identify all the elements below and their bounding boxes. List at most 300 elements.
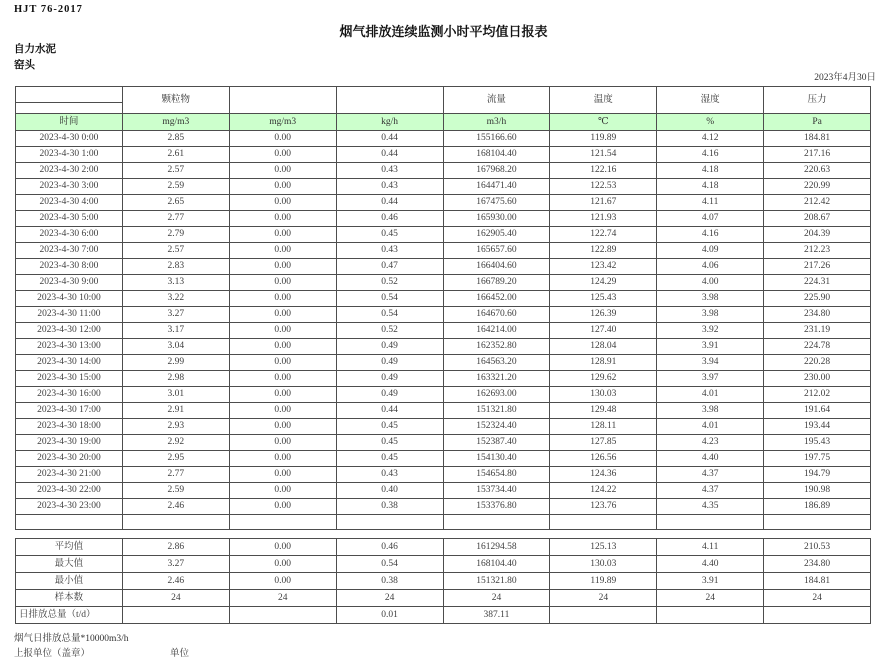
time-cell: 2023-4-30 9:00 [16, 275, 123, 291]
value-cell: 0.00 [229, 307, 336, 323]
time-cell: 2023-4-30 23:00 [16, 499, 123, 515]
company-name: 自力水泥 [14, 44, 56, 55]
value-cell: 166404.60 [443, 259, 550, 275]
value-cell: 0.45 [336, 451, 443, 467]
value-cell: 130.03 [550, 556, 657, 573]
value-cell: 212.23 [764, 243, 871, 259]
time-cell: 2023-4-30 0:00 [16, 131, 123, 147]
value-cell: 4.23 [657, 435, 764, 451]
hourly-data-row [16, 339, 871, 355]
value-cell: 4.11 [657, 195, 764, 211]
value-cell: 0.43 [336, 163, 443, 179]
value-cell: 4.18 [657, 163, 764, 179]
value-cell: 4.18 [657, 179, 764, 195]
value-cell: 162352.80 [443, 339, 550, 355]
value-cell: 224.31 [764, 275, 871, 291]
hourly-data-row [16, 451, 871, 467]
summary-label-cell: 平均值 [16, 539, 123, 556]
unit-percent: % [657, 114, 764, 131]
value-cell: 0.00 [229, 419, 336, 435]
time-cell: 2023-4-30 17:00 [16, 403, 123, 419]
value-cell: 24 [550, 590, 657, 607]
hourly-data-row [16, 227, 871, 243]
value-cell [764, 607, 871, 624]
value-cell: 0.00 [229, 259, 336, 275]
value-cell: 3.98 [657, 403, 764, 419]
value-cell: 3.13 [122, 275, 229, 291]
hourly-data-row [16, 403, 871, 419]
value-cell: 4.16 [657, 227, 764, 243]
value-cell: 167475.60 [443, 195, 550, 211]
value-cell: 2.59 [122, 179, 229, 195]
value-cell: 129.48 [550, 403, 657, 419]
value-cell: 0.54 [336, 291, 443, 307]
value-cell: 230.00 [764, 371, 871, 387]
value-cell: 2.46 [122, 573, 229, 590]
hourly-data-row [16, 323, 871, 339]
value-cell: 164670.60 [443, 307, 550, 323]
value-cell: 125.13 [550, 539, 657, 556]
value-cell: 0.45 [336, 227, 443, 243]
value-cell: 167968.20 [443, 163, 550, 179]
value-cell: 2.86 [122, 539, 229, 556]
header-flow: 流量 [443, 87, 550, 114]
value-cell: 2.95 [122, 451, 229, 467]
value-cell: 0.46 [336, 539, 443, 556]
value-cell: 0.47 [336, 259, 443, 275]
value-cell [229, 530, 336, 539]
value-cell: 0.38 [336, 573, 443, 590]
time-cell: 2023-4-30 15:00 [16, 371, 123, 387]
time-cell: 2023-4-30 12:00 [16, 323, 123, 339]
hourly-data-row [16, 419, 871, 435]
value-cell: 125.43 [550, 291, 657, 307]
header-particulate: 颗粒物 [122, 87, 229, 114]
value-cell: 231.19 [764, 323, 871, 339]
value-cell: 3.04 [122, 339, 229, 355]
value-cell: 3.92 [657, 323, 764, 339]
value-cell: 2.93 [122, 419, 229, 435]
value-cell: 124.22 [550, 483, 657, 499]
value-cell [336, 530, 443, 539]
group-header-row [16, 87, 871, 114]
value-cell: 163321.20 [443, 371, 550, 387]
value-cell: 2.79 [122, 227, 229, 243]
value-cell: 127.40 [550, 323, 657, 339]
summary-label-cell: 日排放总量（t/d） [16, 607, 123, 624]
unit-pa: Pa [764, 114, 871, 131]
value-cell: 166452.00 [443, 291, 550, 307]
value-cell: 0.00 [229, 163, 336, 179]
value-cell: 197.75 [764, 451, 871, 467]
value-cell: 124.36 [550, 467, 657, 483]
value-cell: 0.54 [336, 556, 443, 573]
value-cell: 164214.00 [443, 323, 550, 339]
unit-celsius: ℃ [550, 114, 657, 131]
value-cell: 2.61 [122, 147, 229, 163]
value-cell: 2.57 [122, 243, 229, 259]
empty-cell [16, 515, 123, 530]
value-cell: 122.89 [550, 243, 657, 259]
report-table [15, 86, 871, 624]
value-cell: 0.44 [336, 147, 443, 163]
header-blank-1 [229, 87, 336, 114]
time-cell: 2023-4-30 6:00 [16, 227, 123, 243]
value-cell: 3.01 [122, 387, 229, 403]
value-cell: 164471.40 [443, 179, 550, 195]
value-cell: 0.00 [229, 467, 336, 483]
time-column-header: 时间 [16, 114, 123, 131]
hourly-data-row [16, 435, 871, 451]
value-cell: 0.52 [336, 275, 443, 291]
summary-row [16, 590, 871, 607]
time-cell: 2023-4-30 2:00 [16, 163, 123, 179]
value-cell: 24 [764, 590, 871, 607]
value-cell: 0.00 [229, 483, 336, 499]
value-cell: 0.00 [229, 573, 336, 590]
hourly-data-row [16, 195, 871, 211]
time-cell: 2023-4-30 1:00 [16, 147, 123, 163]
value-cell: 0.43 [336, 179, 443, 195]
value-cell [550, 515, 657, 530]
value-cell [122, 515, 229, 530]
value-cell: 3.94 [657, 355, 764, 371]
value-cell: 0.00 [229, 539, 336, 556]
monitoring-point: 窑头 [14, 60, 35, 71]
hourly-data-row [16, 499, 871, 515]
value-cell [443, 515, 550, 530]
value-cell: 165930.00 [443, 211, 550, 227]
unit-label: 单位 [170, 649, 190, 659]
value-cell: 0.45 [336, 419, 443, 435]
spacer-cell [16, 530, 123, 539]
value-cell: 121.93 [550, 211, 657, 227]
time-cell: 2023-4-30 13:00 [16, 339, 123, 355]
value-cell: 0.00 [229, 435, 336, 451]
value-cell: 225.90 [764, 291, 871, 307]
value-cell: 0.00 [229, 179, 336, 195]
value-cell: 0.00 [229, 195, 336, 211]
value-cell: 4.11 [657, 539, 764, 556]
value-cell: 0.00 [229, 499, 336, 515]
value-cell [550, 530, 657, 539]
value-cell: 3.27 [122, 556, 229, 573]
value-cell: 234.80 [764, 556, 871, 573]
value-cell: 162905.40 [443, 227, 550, 243]
value-cell: 0.00 [229, 131, 336, 147]
value-cell [657, 530, 764, 539]
value-cell: 154130.40 [443, 451, 550, 467]
value-cell: 0.44 [336, 131, 443, 147]
time-cell: 2023-4-30 14:00 [16, 355, 123, 371]
value-cell: 164563.20 [443, 355, 550, 371]
value-cell: 3.22 [122, 291, 229, 307]
value-cell: 4.00 [657, 275, 764, 291]
value-cell: 0.43 [336, 243, 443, 259]
value-cell: 0.00 [229, 227, 336, 243]
value-cell: 0.00 [229, 403, 336, 419]
unit-header-row [16, 114, 871, 131]
value-cell: 186.89 [764, 499, 871, 515]
summary-row [16, 607, 871, 624]
value-cell: 119.89 [550, 573, 657, 590]
unit-m3-h: m3/h [443, 114, 550, 131]
value-cell: 0.44 [336, 403, 443, 419]
value-cell: 2.83 [122, 259, 229, 275]
value-cell: 24 [443, 590, 550, 607]
value-cell: 155166.60 [443, 131, 550, 147]
value-cell: 2.85 [122, 131, 229, 147]
value-cell: 168104.40 [443, 556, 550, 573]
value-cell: 184.81 [764, 131, 871, 147]
unit-mg-m3-1: mg/m3 [122, 114, 229, 131]
value-cell: 3.27 [122, 307, 229, 323]
value-cell: 2.77 [122, 467, 229, 483]
value-cell: 212.02 [764, 387, 871, 403]
value-cell: 210.53 [764, 539, 871, 556]
value-cell: 194.79 [764, 467, 871, 483]
value-cell: 0.46 [336, 211, 443, 227]
summary-label-cell: 最小值 [16, 573, 123, 590]
value-cell: 0.01 [336, 607, 443, 624]
value-cell: 24 [122, 590, 229, 607]
summary-row [16, 539, 871, 556]
value-cell: 2.77 [122, 211, 229, 227]
value-cell: 4.37 [657, 483, 764, 499]
value-cell: 3.91 [657, 573, 764, 590]
value-cell: 24 [657, 590, 764, 607]
time-cell: 2023-4-30 19:00 [16, 435, 123, 451]
hourly-data-row [16, 243, 871, 259]
value-cell: 4.07 [657, 211, 764, 227]
value-cell: 122.74 [550, 227, 657, 243]
value-cell: 4.01 [657, 387, 764, 403]
hourly-data-row [16, 387, 871, 403]
value-cell: 151321.80 [443, 573, 550, 590]
value-cell: 0.00 [229, 371, 336, 387]
value-cell: 3.17 [122, 323, 229, 339]
value-cell: 162693.00 [443, 387, 550, 403]
value-cell: 4.12 [657, 131, 764, 147]
unit-kg-h: kg/h [336, 114, 443, 131]
value-cell: 2.65 [122, 195, 229, 211]
value-cell: 153376.80 [443, 499, 550, 515]
value-cell: 2.57 [122, 163, 229, 179]
time-cell: 2023-4-30 3:00 [16, 179, 123, 195]
value-cell: 166789.20 [443, 275, 550, 291]
value-cell [336, 515, 443, 530]
value-cell: 151321.80 [443, 403, 550, 419]
value-cell: 2.91 [122, 403, 229, 419]
value-cell: 129.62 [550, 371, 657, 387]
value-cell: 0.00 [229, 387, 336, 403]
spacer-row [16, 530, 871, 539]
value-cell: 220.63 [764, 163, 871, 179]
value-cell: 154654.80 [443, 467, 550, 483]
value-cell [443, 530, 550, 539]
value-cell: 24 [229, 590, 336, 607]
summary-label-cell: 样本数 [16, 590, 123, 607]
value-cell: 4.16 [657, 147, 764, 163]
value-cell: 0.00 [229, 556, 336, 573]
hourly-data-row [16, 371, 871, 387]
summary-row [16, 556, 871, 573]
hourly-data-row [16, 163, 871, 179]
value-cell: 217.16 [764, 147, 871, 163]
empty-row [16, 515, 871, 530]
report-date: 2023年4月30日 [814, 73, 876, 83]
value-cell: 126.56 [550, 451, 657, 467]
value-cell: 234.80 [764, 307, 871, 323]
value-cell: 184.81 [764, 573, 871, 590]
value-cell: 2.99 [122, 355, 229, 371]
value-cell: 0.49 [336, 355, 443, 371]
hourly-data-row [16, 307, 871, 323]
value-cell: 168104.40 [443, 147, 550, 163]
value-cell: 0.00 [229, 323, 336, 339]
hourly-data-row [16, 179, 871, 195]
value-cell: 220.28 [764, 355, 871, 371]
value-cell: 127.85 [550, 435, 657, 451]
value-cell: 220.99 [764, 179, 871, 195]
value-cell: 119.89 [550, 131, 657, 147]
hourly-data-row [16, 131, 871, 147]
value-cell: 152324.40 [443, 419, 550, 435]
time-cell: 2023-4-30 11:00 [16, 307, 123, 323]
value-cell: 0.00 [229, 243, 336, 259]
value-cell: 0.40 [336, 483, 443, 499]
value-cell: 3.98 [657, 291, 764, 307]
value-cell: 4.09 [657, 243, 764, 259]
value-cell [550, 607, 657, 624]
header-blank-2 [336, 87, 443, 114]
value-cell: 0.45 [336, 435, 443, 451]
value-cell [229, 515, 336, 530]
value-cell: 153734.40 [443, 483, 550, 499]
value-cell: 4.40 [657, 556, 764, 573]
value-cell: 24 [336, 590, 443, 607]
value-cell: 0.00 [229, 291, 336, 307]
value-cell [122, 530, 229, 539]
value-cell [764, 515, 871, 530]
value-cell: 4.37 [657, 467, 764, 483]
value-cell: 2.59 [122, 483, 229, 499]
value-cell: 165657.60 [443, 243, 550, 259]
value-cell: 0.00 [229, 275, 336, 291]
value-cell: 0.43 [336, 467, 443, 483]
value-cell: 0.00 [229, 355, 336, 371]
value-cell: 3.97 [657, 371, 764, 387]
value-cell: 0.44 [336, 195, 443, 211]
value-cell: 2.98 [122, 371, 229, 387]
value-cell: 124.29 [550, 275, 657, 291]
value-cell: 4.40 [657, 451, 764, 467]
header-humidity: 湿度 [657, 87, 764, 114]
value-cell: 195.43 [764, 435, 871, 451]
hourly-data-row [16, 211, 871, 227]
value-cell: 387.11 [443, 607, 550, 624]
summary-label-cell: 最大值 [16, 556, 123, 573]
unit-mg-m3-2: mg/m3 [229, 114, 336, 131]
value-cell [657, 607, 764, 624]
report-unit-label: 上报单位（盖章） [14, 649, 91, 659]
time-cell: 2023-4-30 5:00 [16, 211, 123, 227]
value-cell: 3.91 [657, 339, 764, 355]
hourly-data-row [16, 467, 871, 483]
value-cell [122, 607, 229, 624]
value-cell: 0.49 [336, 387, 443, 403]
value-cell: 121.67 [550, 195, 657, 211]
hourly-data-row [16, 147, 871, 163]
hourly-data-row [16, 483, 871, 499]
value-cell: 128.11 [550, 419, 657, 435]
hourly-data-row [16, 291, 871, 307]
value-cell: 122.53 [550, 179, 657, 195]
value-cell: 4.35 [657, 499, 764, 515]
value-cell: 0.00 [229, 211, 336, 227]
hourly-data-row [16, 275, 871, 291]
time-cell: 2023-4-30 7:00 [16, 243, 123, 259]
header-divider-line [16, 102, 122, 103]
value-cell: 0.49 [336, 339, 443, 355]
value-cell: 128.04 [550, 339, 657, 355]
value-cell: 161294.58 [443, 539, 550, 556]
time-cell: 2023-4-30 22:00 [16, 483, 123, 499]
time-cell: 2023-4-30 10:00 [16, 291, 123, 307]
total-emission-note: 烟气日排放总量*10000m3/h [14, 634, 129, 644]
value-cell: 130.03 [550, 387, 657, 403]
value-cell: 2.92 [122, 435, 229, 451]
standard-code: HJT 76-2017 [14, 4, 83, 15]
value-cell: 122.16 [550, 163, 657, 179]
value-cell: 4.01 [657, 419, 764, 435]
value-cell: 0.38 [336, 499, 443, 515]
value-cell: 217.26 [764, 259, 871, 275]
value-cell [764, 530, 871, 539]
header-pressure: 压力 [764, 87, 871, 114]
time-cell: 2023-4-30 18:00 [16, 419, 123, 435]
value-cell: 0.54 [336, 307, 443, 323]
value-cell: 204.39 [764, 227, 871, 243]
value-cell [229, 607, 336, 624]
value-cell: 2.46 [122, 499, 229, 515]
hourly-data-row [16, 355, 871, 371]
value-cell: 4.06 [657, 259, 764, 275]
value-cell: 224.78 [764, 339, 871, 355]
value-cell: 121.54 [550, 147, 657, 163]
time-cell: 2023-4-30 20:00 [16, 451, 123, 467]
value-cell: 0.00 [229, 339, 336, 355]
header-temperature: 温度 [550, 87, 657, 114]
value-cell: 0.49 [336, 371, 443, 387]
value-cell: 123.42 [550, 259, 657, 275]
time-cell: 2023-4-30 21:00 [16, 467, 123, 483]
value-cell: 208.67 [764, 211, 871, 227]
hourly-data-row [16, 259, 871, 275]
value-cell [657, 515, 764, 530]
value-cell: 3.98 [657, 307, 764, 323]
summary-row [16, 573, 871, 590]
value-cell: 152387.40 [443, 435, 550, 451]
value-cell: 191.64 [764, 403, 871, 419]
page-title: 烟气排放连续监测小时平均值日报表 [339, 24, 548, 39]
value-cell: 0.00 [229, 451, 336, 467]
value-cell: 126.39 [550, 307, 657, 323]
time-cell: 2023-4-30 8:00 [16, 259, 123, 275]
value-cell: 193.44 [764, 419, 871, 435]
value-cell: 212.42 [764, 195, 871, 211]
value-cell: 0.52 [336, 323, 443, 339]
